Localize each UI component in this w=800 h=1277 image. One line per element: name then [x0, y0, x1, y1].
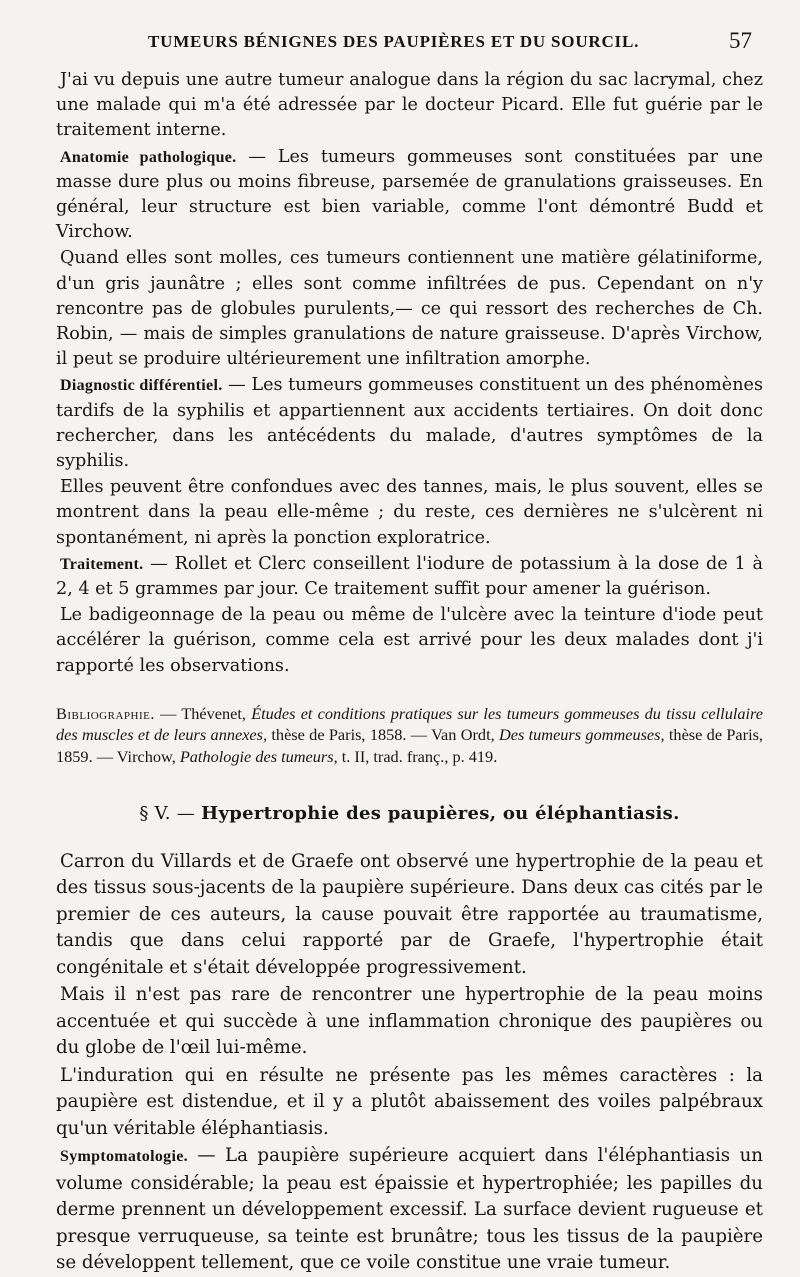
running-header: [62, 24, 756, 60]
paragraph-anatomie: [56, 145, 763, 246]
symptomatologie-text: — La paupière supérieure acquiert dans l'éléphantiasis un volume considérable; la peau est épaissie et hypertrophiée; les papilles du derme prennent un développement excessif. La surface devient rugueuse et presque verruqueuse, sa teinte est brunâtre; tous les tissus de la paupière se développent tellement, que ce voile constitue une vraie tumeur.: [56, 1145, 763, 1274]
paragraph-symptomatologie: [56, 1143, 763, 1277]
section-title: Hypertrophie des paupières, ou éléphantiasis.: [201, 803, 680, 825]
paragraph-induration: L'induration qui en résulte ne présente pas les mêmes caractères : la paupière est distendue, et il y a plutôt abaissement des voiles palpébraux qu'un véritable éléphantiasis.: [56, 1064, 763, 1139]
paragraph-tumeurs-molles: Quand elles sont molles, ces tumeurs contiennent une matière gélatiniforme, d'un gris jaunâtre ; elles sont comme infiltrées de pus. Cependant on n'y rencontre pas de globules purulents,— ce qui ressort des recherches de Ch. Robin, — mais de simples granulations de nature graisseuse. D'après Virchow, il peut se produire ultérieurement une infiltration amorphe.: [56, 248, 763, 370]
traitement-text: — Rollet et Clerc conseillent l'iodure de potassium à la dose de 1 à 2, 4 et 5 grammes par jour. Ce traitement suffit pour amener la guérison.: [56, 553, 763, 600]
paragraph-tannes: Elles peuvent être confondues avec des tannes, mais, le plus souvent, elles se montrent dans la peau elle-même ; du reste, ces dernières ne s'ulcèrent ni spontanément, ni après la ponction exploratrice.: [56, 477, 763, 548]
paragraph-lacrymal: J'ai vu depuis une autre tumeur analogue dans la région du sac lacrymal, chez une malade qui m'a été adressée par le docteur Picard. Elle fut guérie par le traitement interne.: [56, 70, 763, 141]
paragraph-traitement: [56, 552, 763, 602]
running-title: TUMEURS BÉNIGNES DES PAUPIÈRES ET DU SOURCIL.: [148, 32, 640, 51]
bibliography-text: thèse de Paris, 1859. — Virchow,: [56, 725, 764, 766]
paragraph-inflammation: Mais il n'est pas rare de rencontrer une hypertrophie de la peau moins accentuée et qui succède à une inflammation chronique des paupières ou du globe de l'œil lui-même.: [56, 984, 763, 1059]
section-body: [56, 849, 763, 1277]
section-number: § V. —: [139, 803, 196, 825]
page-number: 57: [729, 28, 752, 53]
diagnostic-text: — Les tumeurs gommeuses constituent un des phénomènes tardifs de la syphilis et appartiennent aux accidents tertiaires. On doit donc rechercher, dans les antécédents du malade, d'autres symptômes de la syphilis.: [56, 375, 763, 472]
bibliography-title: Des tumeurs gommeuses,: [499, 725, 665, 745]
page-body: [56, 68, 763, 1277]
heading-traitement: Traitement.: [60, 555, 144, 573]
bibliography-text: t. II, trad. franç., p. 419.: [337, 746, 498, 766]
heading-diagnostic-differentiel: Diagnostic différentiel.: [60, 377, 223, 395]
paragraph-carron: Carron du Villards et de Graefe ont observé une hypertrophie de la peau et des tissus sous-jacents de la paupière supérieure. Dans deux cas cités par le premier de ces auteurs, la cause pouvait être rapportée au traumatisme, tandis que dans celui rapporté par de Graefe, l'hypertrophie était congénitale et s'était développée progressivement.: [56, 850, 763, 978]
bibliography-title: Pathologie des tumeurs,: [179, 746, 338, 766]
bibliography: [56, 703, 763, 768]
paragraph-diagnostic: [56, 373, 763, 474]
bibliography-text: thèse de Paris, 1858. — Van Ordt,: [267, 725, 499, 745]
heading-anatomie-pathologique: Anatomie pathologique.: [60, 148, 237, 166]
bibliography-label: Bibliographie.: [56, 703, 155, 723]
paragraph-badigeonnage: Le badigeonnage de la peau ou même de l'ulcère avec la teinture d'iode peut accélérer la guérison, comme cela est arrivé pour les deux malades dont j'i rapporté les observations.: [56, 605, 763, 676]
heading-symptomatologie: Symptomatologie.: [60, 1148, 188, 1166]
section-heading: [56, 801, 763, 826]
bibliography-title: Études et conditions pratiques sur les tumeurs gommeuses du tissu cellulaire des muscles et de leurs annexes,: [56, 703, 763, 745]
bibliography-text: — Thévenet,: [154, 703, 252, 723]
anatomie-text: — Les tumeurs gommeuses sont constituées par une masse dure plus ou moins fibreuse, parsemée de granulations graisseuses. En général, leur structure est bien variable, comme l'ont démontré Budd et Virchow.: [56, 146, 763, 243]
